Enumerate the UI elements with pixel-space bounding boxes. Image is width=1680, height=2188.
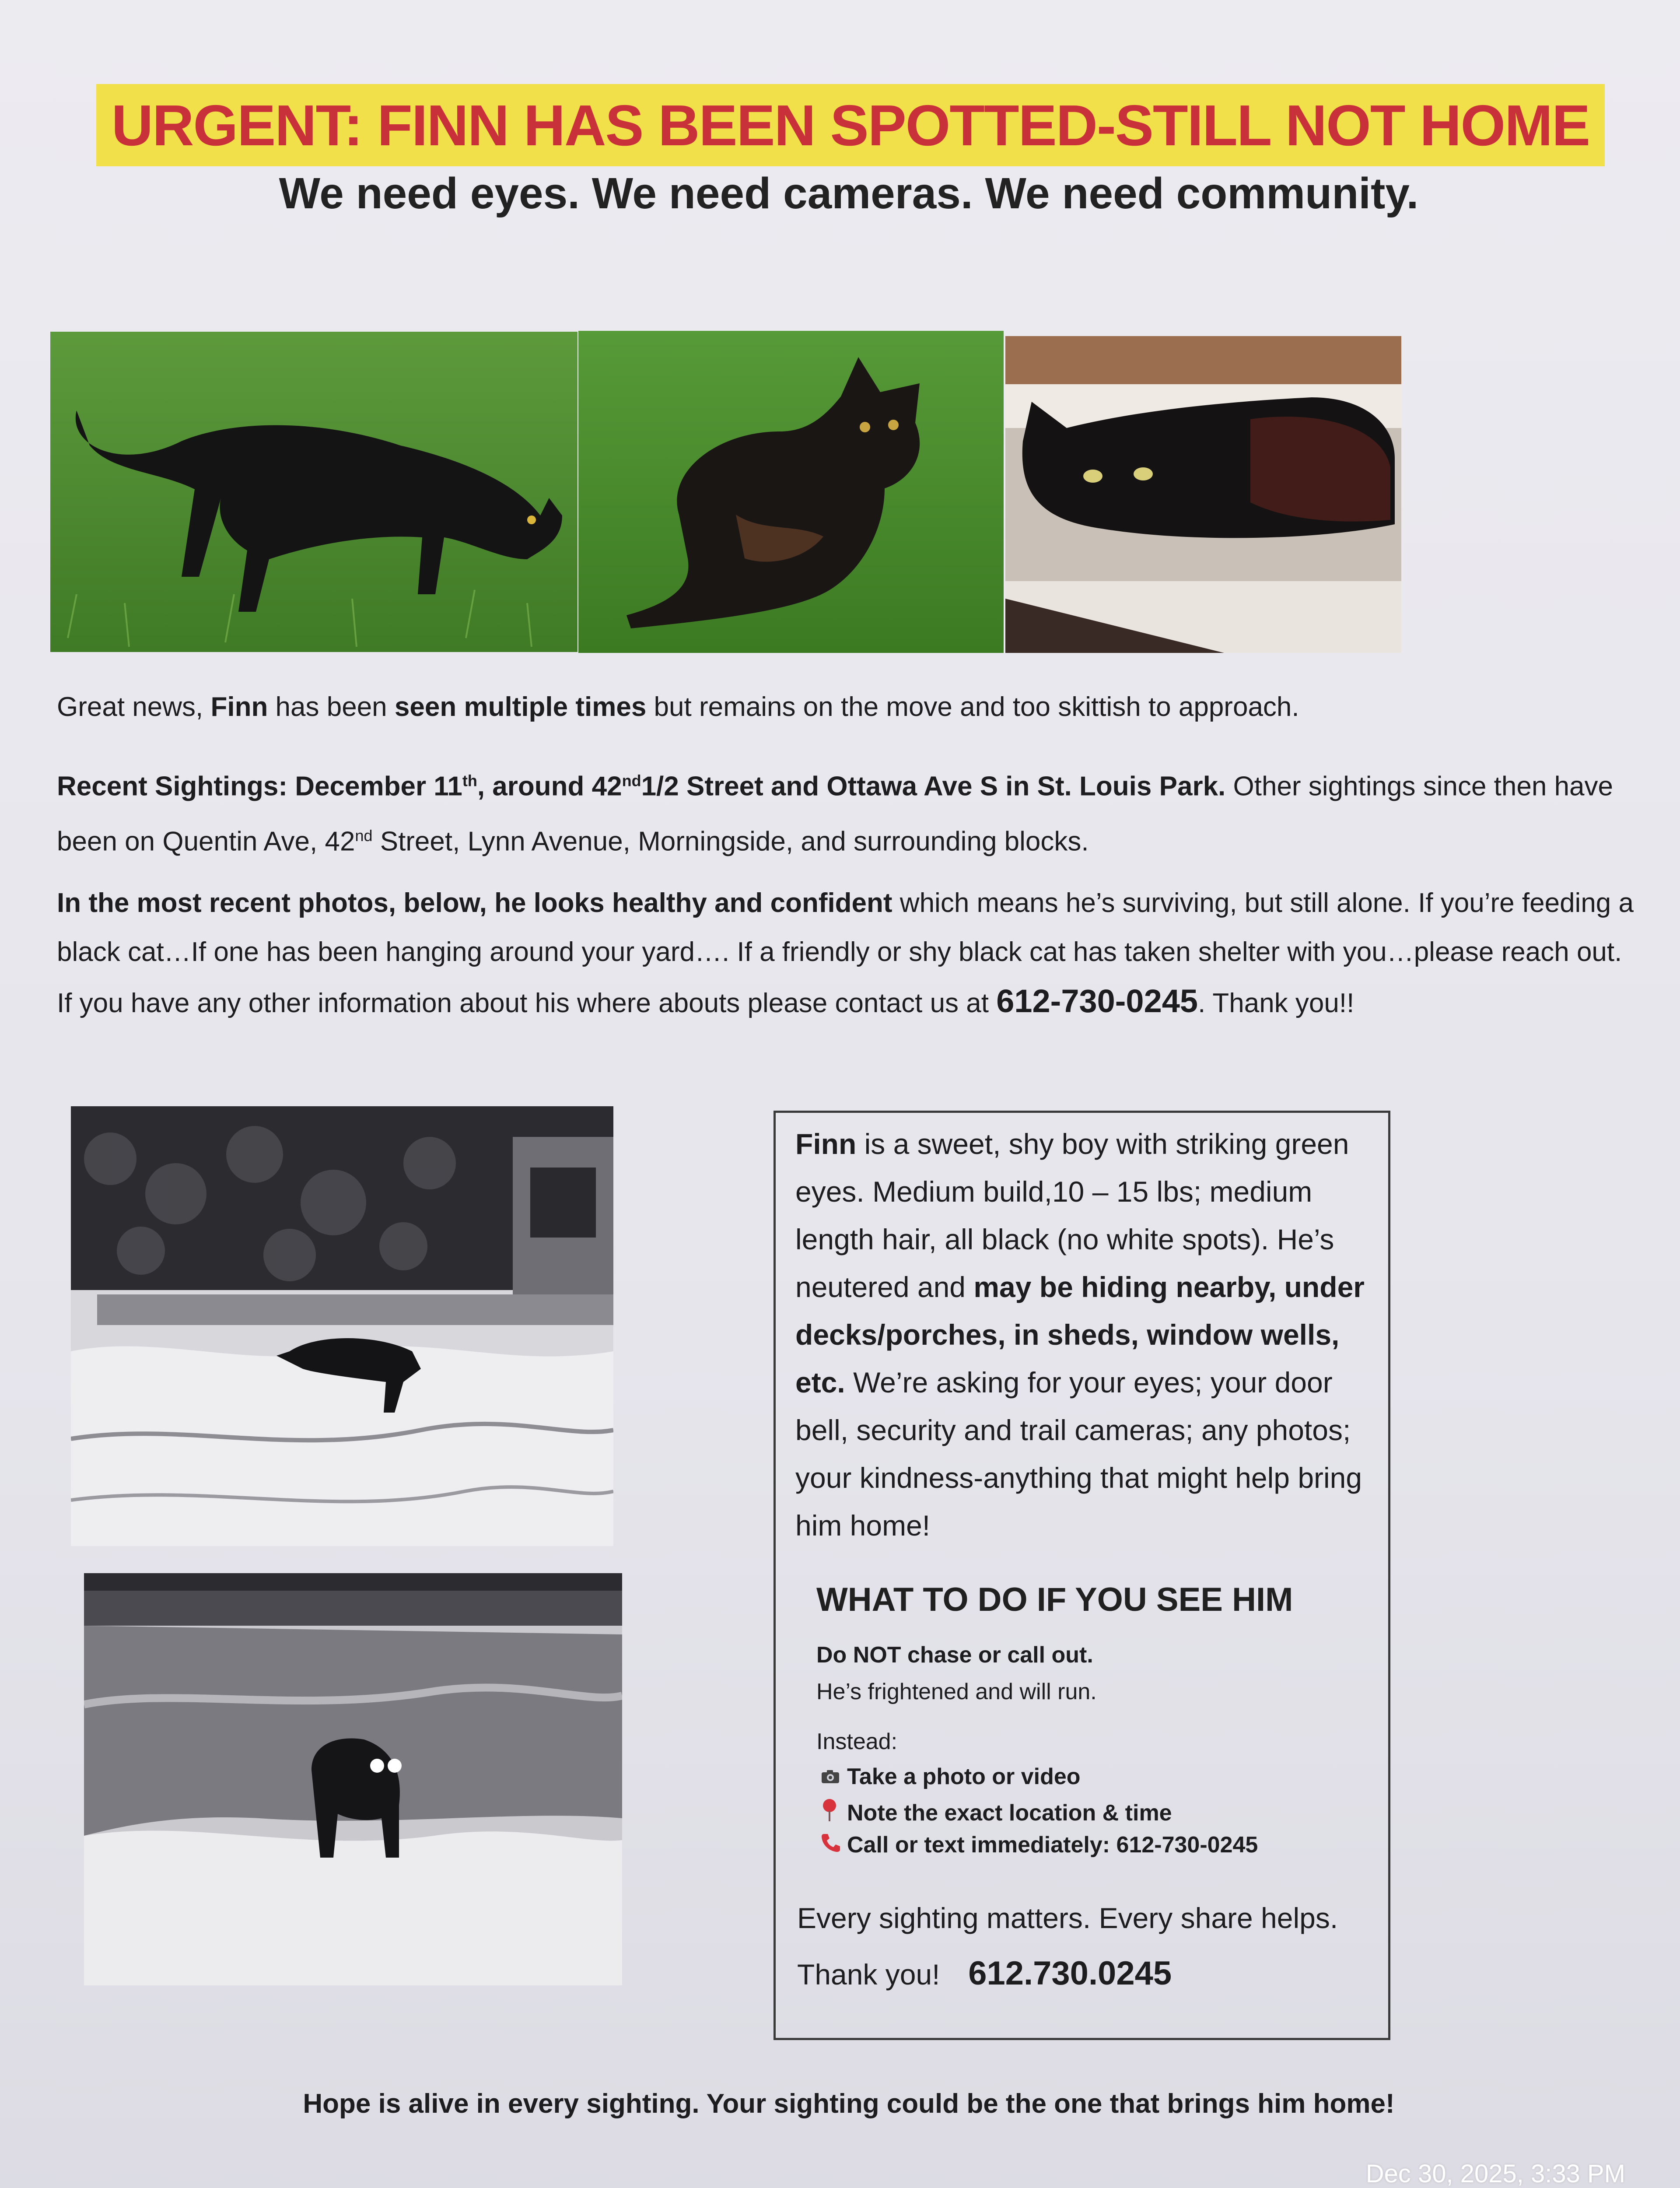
intro-name: Finn xyxy=(210,692,268,722)
instead-label: Instead: xyxy=(816,1729,898,1754)
description-text-1: is a sweet, shy boy with striking green eyes. Medium build,10 – 15 lbs; medium length hair, all black (no white spots). He’s neutered and xyxy=(795,1128,1349,1303)
step-photo-text: Take a photo or video xyxy=(847,1764,1081,1789)
closing-phone: 612.730.0245 xyxy=(968,1955,1172,1992)
camera-icon xyxy=(821,1764,847,1790)
photo-cat-sitting-grass xyxy=(578,331,1004,653)
sightings-label: Recent Sightings: December 11 xyxy=(57,771,462,802)
step-location-text: Note the exact location & time xyxy=(847,1800,1172,1826)
step-location xyxy=(821,1798,1172,1828)
intro-text-3: but remains on the move and too skittish to approach. xyxy=(646,692,1299,722)
sightings-text-4: Other sightings since then have been on Quentin Ave, 42 xyxy=(57,771,1614,857)
description-bold: may be hiding nearby, under decks/porches, in sheds, window wells, etc. xyxy=(795,1271,1365,1399)
sightings-sup-2: nd xyxy=(622,771,641,789)
photo-cat-lying-indoors xyxy=(1005,336,1401,653)
intro-text-2: has been xyxy=(268,692,395,722)
photo-cat-walking-grass xyxy=(50,332,578,652)
intro-paragraph xyxy=(57,683,1641,732)
sightings-text-3: 1/2 Street and Ottawa Ave S in St. Louis Park. xyxy=(641,771,1226,802)
step-photo xyxy=(821,1764,1081,1790)
description-paragraph xyxy=(795,1120,1377,1550)
sightings-text-5: Street, Lynn Avenue, Morningside, and surrounding blocks. xyxy=(372,826,1089,857)
sightings-sup-3: nd xyxy=(355,826,373,845)
reason-text: He’s frightened and will run. xyxy=(816,1679,1097,1704)
what-to-do-title: WHAT TO DO IF YOU SEE HIM xyxy=(816,1581,1293,1618)
phone-icon xyxy=(821,1832,847,1858)
photo-timestamp: Dec 30, 2025, 3:33 PM xyxy=(1365,2160,1625,2188)
sightings-paragraph xyxy=(57,756,1641,866)
description-name: Finn xyxy=(795,1128,857,1160)
appeal-text: which means he’s surviving, but still alone. If you’re feeding a black cat…If one has been hanging around your yard…. If a friendly or shy black cat has taken shelter with you…please reach out. If you have any other information about his where abouts please contact us at xyxy=(57,888,1634,1018)
sightings-sup-1: th xyxy=(462,771,477,789)
step-call xyxy=(821,1832,1258,1858)
appeal-phone: 612-730-0245 xyxy=(996,983,1198,1019)
closing-line: Every sighting matters. Every share helps. xyxy=(797,1902,1338,1934)
step-call-text: Call or text immediately: 612-730-0245 xyxy=(847,1832,1258,1858)
intro-bold: seen multiple times xyxy=(394,692,647,722)
photo-cat-snow-night-2 xyxy=(84,1573,622,1985)
subheadline: We need eyes. We need cameras. We need community. xyxy=(279,169,1419,218)
appeal-end: . Thank you!! xyxy=(1198,988,1354,1018)
warning-text: Do NOT chase or call out. xyxy=(816,1642,1093,1668)
sightings-text-2: , around 42 xyxy=(477,771,622,802)
appeal-bold: In the most recent photos, below, he looks healthy and confident xyxy=(57,888,892,918)
headline: URGENT: FINN HAS BEEN SPOTTED-STILL NOT HOME xyxy=(111,93,1590,158)
closing-thanks: Thank you! xyxy=(797,1958,940,1991)
photo-cat-snow-night-1 xyxy=(71,1106,613,1546)
pin-icon xyxy=(821,1798,847,1828)
footer-message: Hope is alive in every sighting. Your sighting could be the one that brings him home! xyxy=(303,2089,1395,2119)
description-text-2: We’re asking for your eyes; your door bell, security and trail cameras; any photos; your kindness-anything that might help bring him home! xyxy=(795,1366,1362,1542)
intro-text-1: Great news, xyxy=(57,692,211,722)
closing-thanks-row xyxy=(797,1954,1172,1992)
appeal-paragraph xyxy=(57,879,1641,1028)
